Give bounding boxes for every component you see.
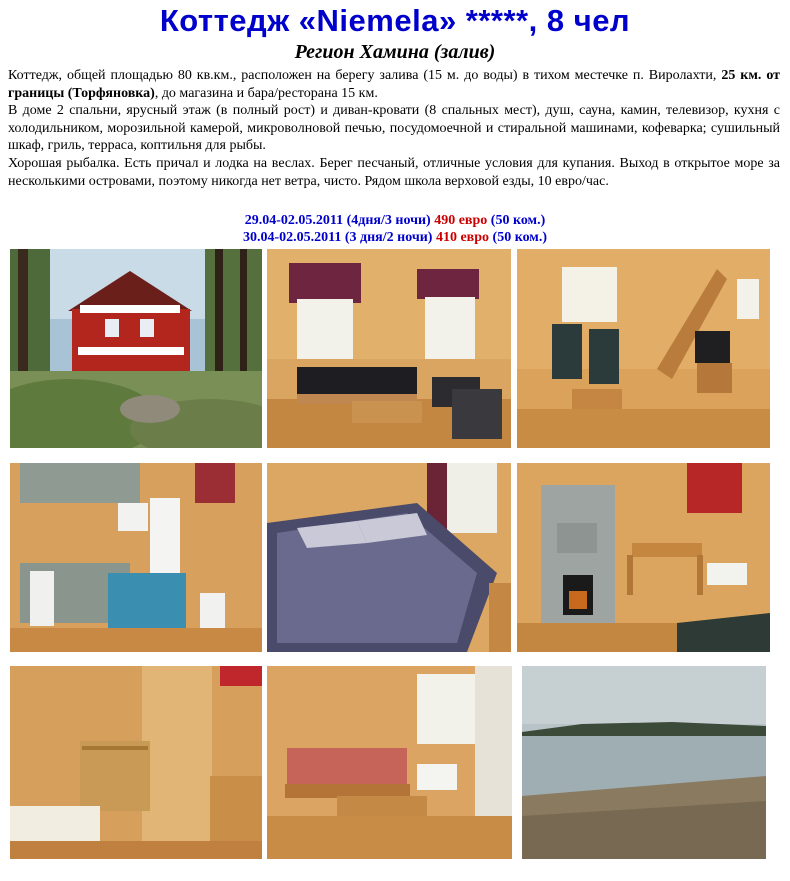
- description-paragraph-activities: Хорошая рыбалка. Есть причал и лодка на веслах. Берег песчаный, отличные условия для купания. Выход в открытое море за несколькими островами, поэтому никогда нет ветра, чисто. Рядом школа верховой езды, 10 евро/час.: [8, 155, 780, 189]
- offers: [0, 212, 790, 246]
- beach-photo: [522, 666, 766, 859]
- offer-row: [0, 212, 790, 229]
- children-room-photo: [10, 666, 262, 859]
- offer-row: [0, 229, 790, 246]
- sofa-room-photo: [267, 666, 512, 859]
- cottage-exterior-photo: [10, 249, 262, 448]
- bedroom-photo: [267, 463, 511, 652]
- border-distance-text: 25 км. от границы (Торфяновка): [8, 68, 781, 101]
- description-paragraph-amenities: В доме 2 спальни, ярусный этаж (в полный рост) и диван-кровати (8 спальных мест), душ, сауна, камин, телевизор, кухня с холодильником, морозильной камерой, микроволновой печью, посудомоечной и стиральной машинами, кофеварка; сушильный шкаф, гриль, терраса, коптильня для рыбы.: [8, 103, 780, 154]
- description-paragraph-location: [8, 67, 780, 102]
- offer-quantity: (50 ком.): [490, 213, 546, 228]
- kitchen-photo: [10, 463, 262, 652]
- offer-quantity: (50 ком.): [492, 230, 548, 245]
- page-title: Коттедж «Niemela» *****, 8 чел: [159, 3, 631, 38]
- region-subtitle: Регион Хамина (залив): [294, 41, 496, 63]
- offer-price: 410 евро: [435, 230, 490, 245]
- offer-dates: 30.04-02.05.2011 (3 дня/2 ночи): [242, 230, 433, 245]
- fireplace-dining-photo: [517, 463, 770, 652]
- lounge-stairs-photo: [517, 249, 770, 448]
- location-text: Коттедж, общей площадью 80 кв.км., расположен на берегу залива (15 м. до воды) в тихом местечке п. Виролахти,: [8, 68, 717, 83]
- description: [8, 67, 780, 190]
- offer-price: 490 евро: [434, 213, 488, 228]
- location-text-end: , до магазина и бара/ресторана 15 км.: [154, 85, 378, 101]
- offer-dates: 29.04-02.05.2011 (4дня/3 ночи): [244, 213, 431, 228]
- living-room-photo: [267, 249, 511, 448]
